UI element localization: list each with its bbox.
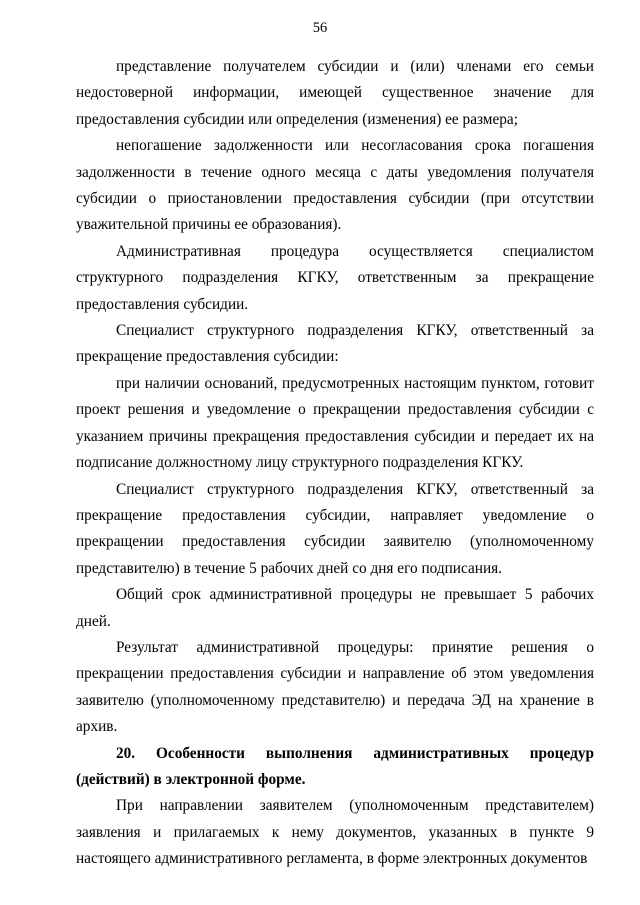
section-heading: 20. Особенности выполнения административных процедур (действий) в электронной форме. bbox=[76, 744, 594, 788]
page-number: 56 bbox=[312, 20, 328, 36]
paragraph-2: непогашение задолженности или несогласования срока погашения задолженности в течение одного месяца с даты уведомления получателя субсидии о приостановлении предоставления субсидии (при отсутствии уважительной причины ее образования). bbox=[76, 137, 594, 234]
paragraph-5: при наличии оснований, предусмотренных настоящим пунктом, готовит проект решения и уведомление о прекращении предоставления субсидии с указанием причины прекращения предоставления субсидии и передает их на подписание должностному лицу структурного подразделения КГКУ. bbox=[76, 374, 594, 472]
paragraph-1: представление получателем субсидии и (или) членами его семьи недостоверной информации, имеющей существенное значение для предоставления субсидии или определения (изменения) ее размера; bbox=[76, 58, 594, 128]
paragraph-3: Административная процедура осуществляется специалистом структурного подразделения КГКУ, ответственным за прекращение предоставления субсидии. bbox=[76, 242, 594, 313]
paragraph-9: При направлении заявителем (уполномоченным представителем) заявления и прилагаемых к нему документов, указанных в пункте 9 настоящего административного регламента, в форме электронных документов bbox=[76, 797, 594, 868]
paragraph-8: Результат административной процедуры: принятие решения о прекращении предоставления субсидии и направление об этом уведомления заявителю (уполномоченному представителю) и передача ЭД на хранение в архив. bbox=[76, 638, 594, 736]
paragraph-7: Общий срок административной процедуры не превышает 5 рабочих дней. bbox=[76, 586, 594, 630]
document-body bbox=[76, 54, 594, 873]
paragraph-6: Специалист структурного подразделения КГКУ, ответственный за прекращение предоставления субсидии, направляет уведомление о прекращении предоставления субсидии заявителю (уполномоченному представителю) в течение 5 рабочих дней со дня его подписания. bbox=[76, 480, 594, 577]
paragraph-4: Специалист структурного подразделения КГКУ, ответственный за прекращение предоставления субсидии: bbox=[76, 322, 594, 366]
